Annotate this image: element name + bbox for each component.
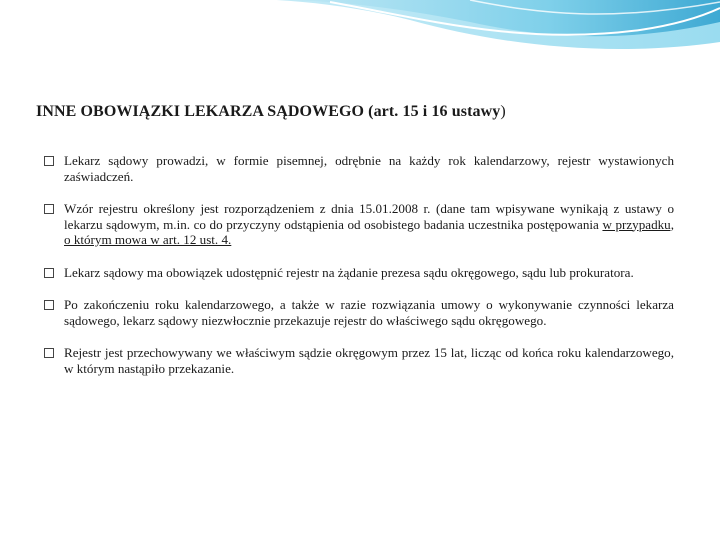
checkbox-bullet-icon bbox=[44, 268, 54, 278]
list-item bbox=[42, 345, 674, 376]
page-title bbox=[36, 103, 686, 121]
checkbox-bullet-icon bbox=[44, 348, 54, 358]
list-item bbox=[42, 201, 674, 248]
page-title-tail: ) bbox=[500, 103, 506, 120]
bullet-text: Wzór rejestru określony jest rozporządzeniem z dnia 15.01.2008 r. (dane tam wpisywane wynikają z ustawy o lekarzu sądowym, m.in. co do przyczyny odstąpienia od osobistego badania uczestnika postępowania bbox=[64, 201, 674, 232]
page-title-text: INNE OBOWIĄZKI LEKARZA SĄDOWEGO (art. 15 i 16 ustawy bbox=[36, 103, 501, 120]
bullet-text: Rejestr jest przechowywany we właściwym sądzie okręgowym przez 15 lat, licząc od końca roku kalendarzowego, w którym nastąpiło przekazanie. bbox=[64, 345, 674, 376]
bullet-text: Lekarz sądowy prowadzi, w formie pisemnej, odrębnie na każdy rok kalendarzowy, rejestr wystawionych zaświadczeń. bbox=[64, 153, 674, 184]
bullet-text: Po zakończeniu roku kalendarzowego, a także w razie rozwiązania umowy o wykonywanie czynności lekarza sądowego, lekarz sądowy niezwłocznie przekazuje rejestr do właściwego sądu okręgowego. bbox=[64, 297, 674, 328]
bullet-text: Lekarz sądowy ma obowiązek udostępnić rejestr na żądanie prezesa sądu okręgowego, sądu lub prokuratora. bbox=[64, 264, 634, 280]
list-item bbox=[42, 265, 674, 281]
checkbox-bullet-icon bbox=[44, 204, 54, 214]
list-item bbox=[42, 297, 674, 328]
bullet-list bbox=[42, 153, 674, 393]
list-item bbox=[42, 153, 674, 184]
checkbox-bullet-icon bbox=[44, 300, 54, 310]
checkbox-bullet-icon bbox=[44, 156, 54, 166]
bullet-text-underlined: w przypadku, o którym mowa w art. 12 ust. 4. bbox=[64, 216, 675, 247]
